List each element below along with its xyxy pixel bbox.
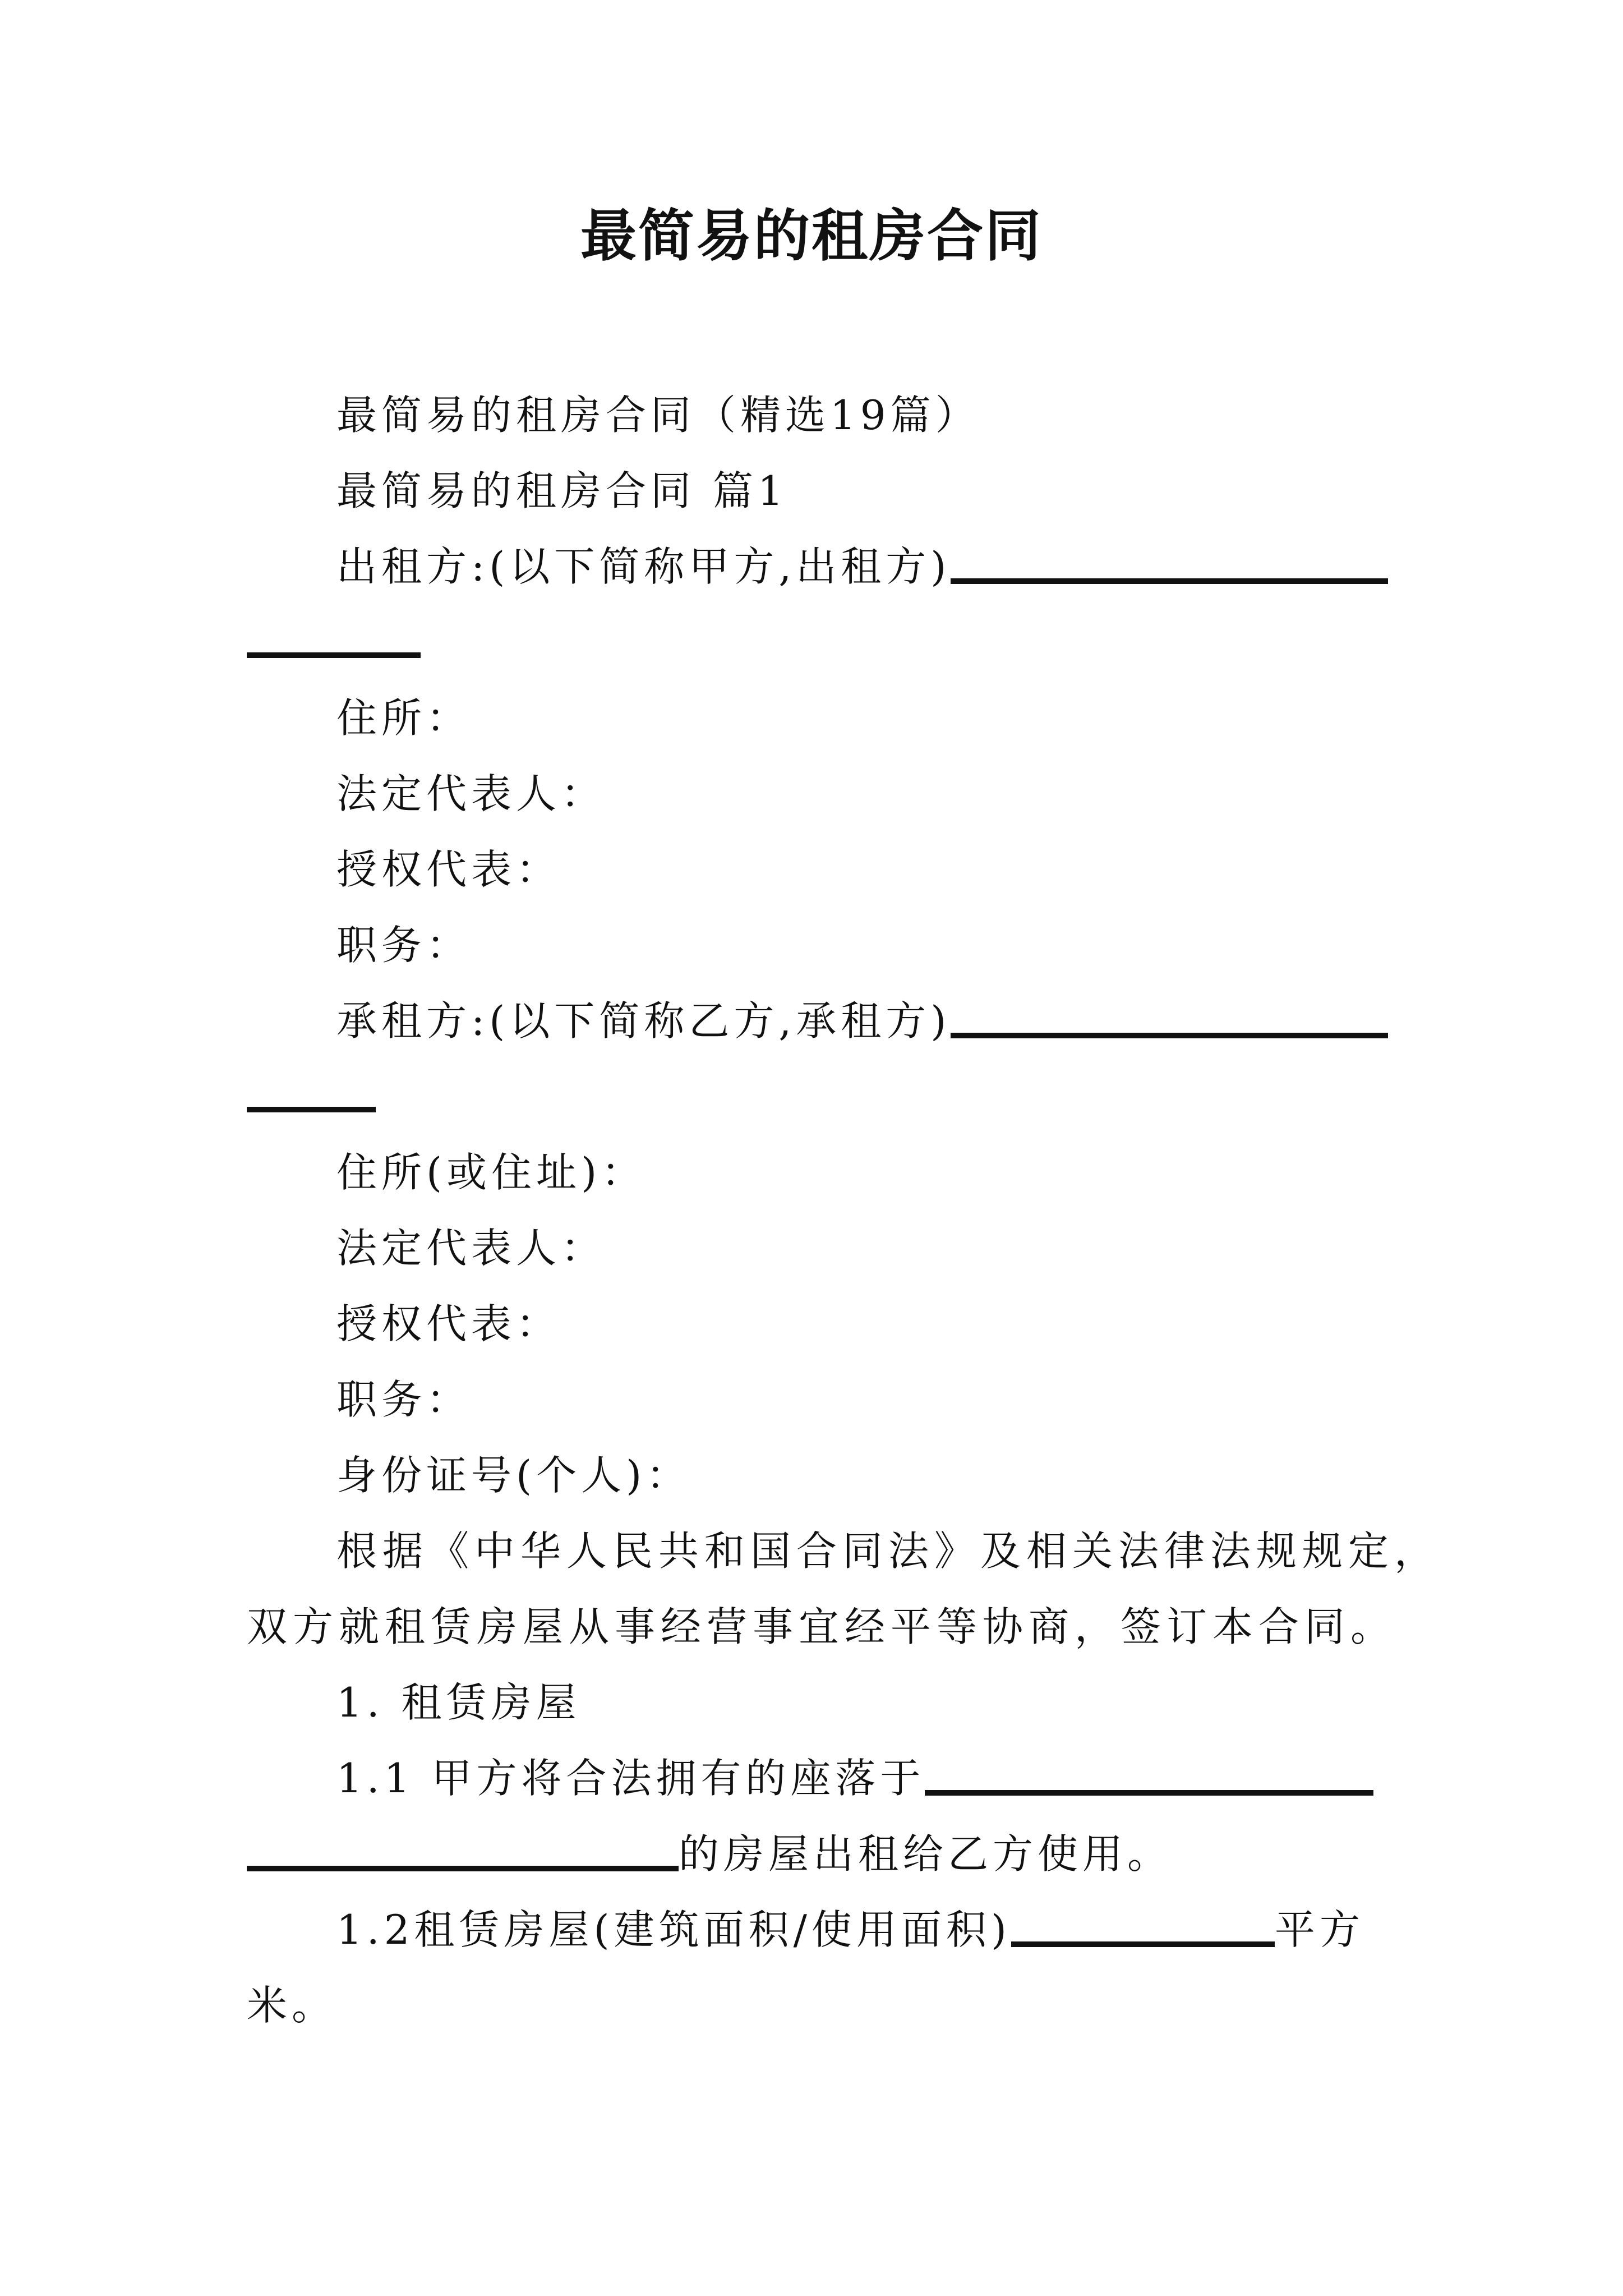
- lessee-name-blank: [951, 1033, 1388, 1038]
- lessor-address: 住所：: [336, 694, 472, 742]
- lessor-position: 职务：: [336, 922, 472, 969]
- lessee-address: 住所(或住址)：: [336, 1149, 647, 1196]
- document-subtitle: 最简易的租房合同（精选19篇）: [336, 392, 980, 439]
- clause-1-2-unit: 平方: [1274, 1906, 1364, 1953]
- lessor-label-line: [336, 539, 1388, 595]
- lessee-position: 职务：: [336, 1376, 472, 1423]
- lessor-label: 出租方:(以下简称甲方,出租方): [336, 543, 951, 590]
- clause-1-2-text: 1.2租赁房屋(建筑面积/使用面积): [336, 1906, 1011, 1953]
- lessor-name-blank-continued: [247, 652, 421, 658]
- lessee-authorized-rep: 授权代表：: [336, 1300, 561, 1347]
- clause-1-1-text-end: 的房屋出租给乙方使用。: [679, 1830, 1173, 1878]
- clause-1-1-text: 1.1 甲方将合法拥有的座落于: [336, 1755, 925, 1802]
- clause-1-1-continued-line: [247, 1826, 1172, 1882]
- property-location-blank: [925, 1790, 1373, 1796]
- clause-1-1-line: [336, 1750, 1373, 1806]
- document-title: 最简易的租房合同: [580, 203, 1043, 269]
- lessor-legal-rep: 法定代表人：: [336, 770, 606, 817]
- lessee-name-blank-continued: [247, 1107, 376, 1112]
- section-heading: 最简易的租房合同 篇1: [336, 467, 788, 514]
- property-location-blank-continued: [247, 1866, 679, 1871]
- clause-1-2-unit-end: 米。: [247, 1982, 337, 2029]
- lessee-label-line: [336, 993, 1388, 1049]
- intro-line-1: 根据《中华人民共和国合同法》及相关法律法规规定，: [336, 1527, 1441, 1575]
- area-blank: [1011, 1941, 1275, 1947]
- clause-1-2-line: [336, 1902, 1364, 1958]
- lessee-legal-rep: 法定代表人：: [336, 1225, 606, 1272]
- lessee-id-number: 身份证号(个人)：: [336, 1452, 691, 1499]
- lessee-label: 承租方:(以下简称乙方,承租方): [336, 997, 951, 1045]
- clause-1-heading: 1. 租赁房屋: [336, 1679, 581, 1726]
- intro-line-2: 双方就租赁房屋从事经营事宜经平等协商，签订本合同。: [247, 1603, 1397, 1650]
- lessor-name-blank: [951, 578, 1388, 584]
- lessor-authorized-rep: 授权代表：: [336, 846, 561, 893]
